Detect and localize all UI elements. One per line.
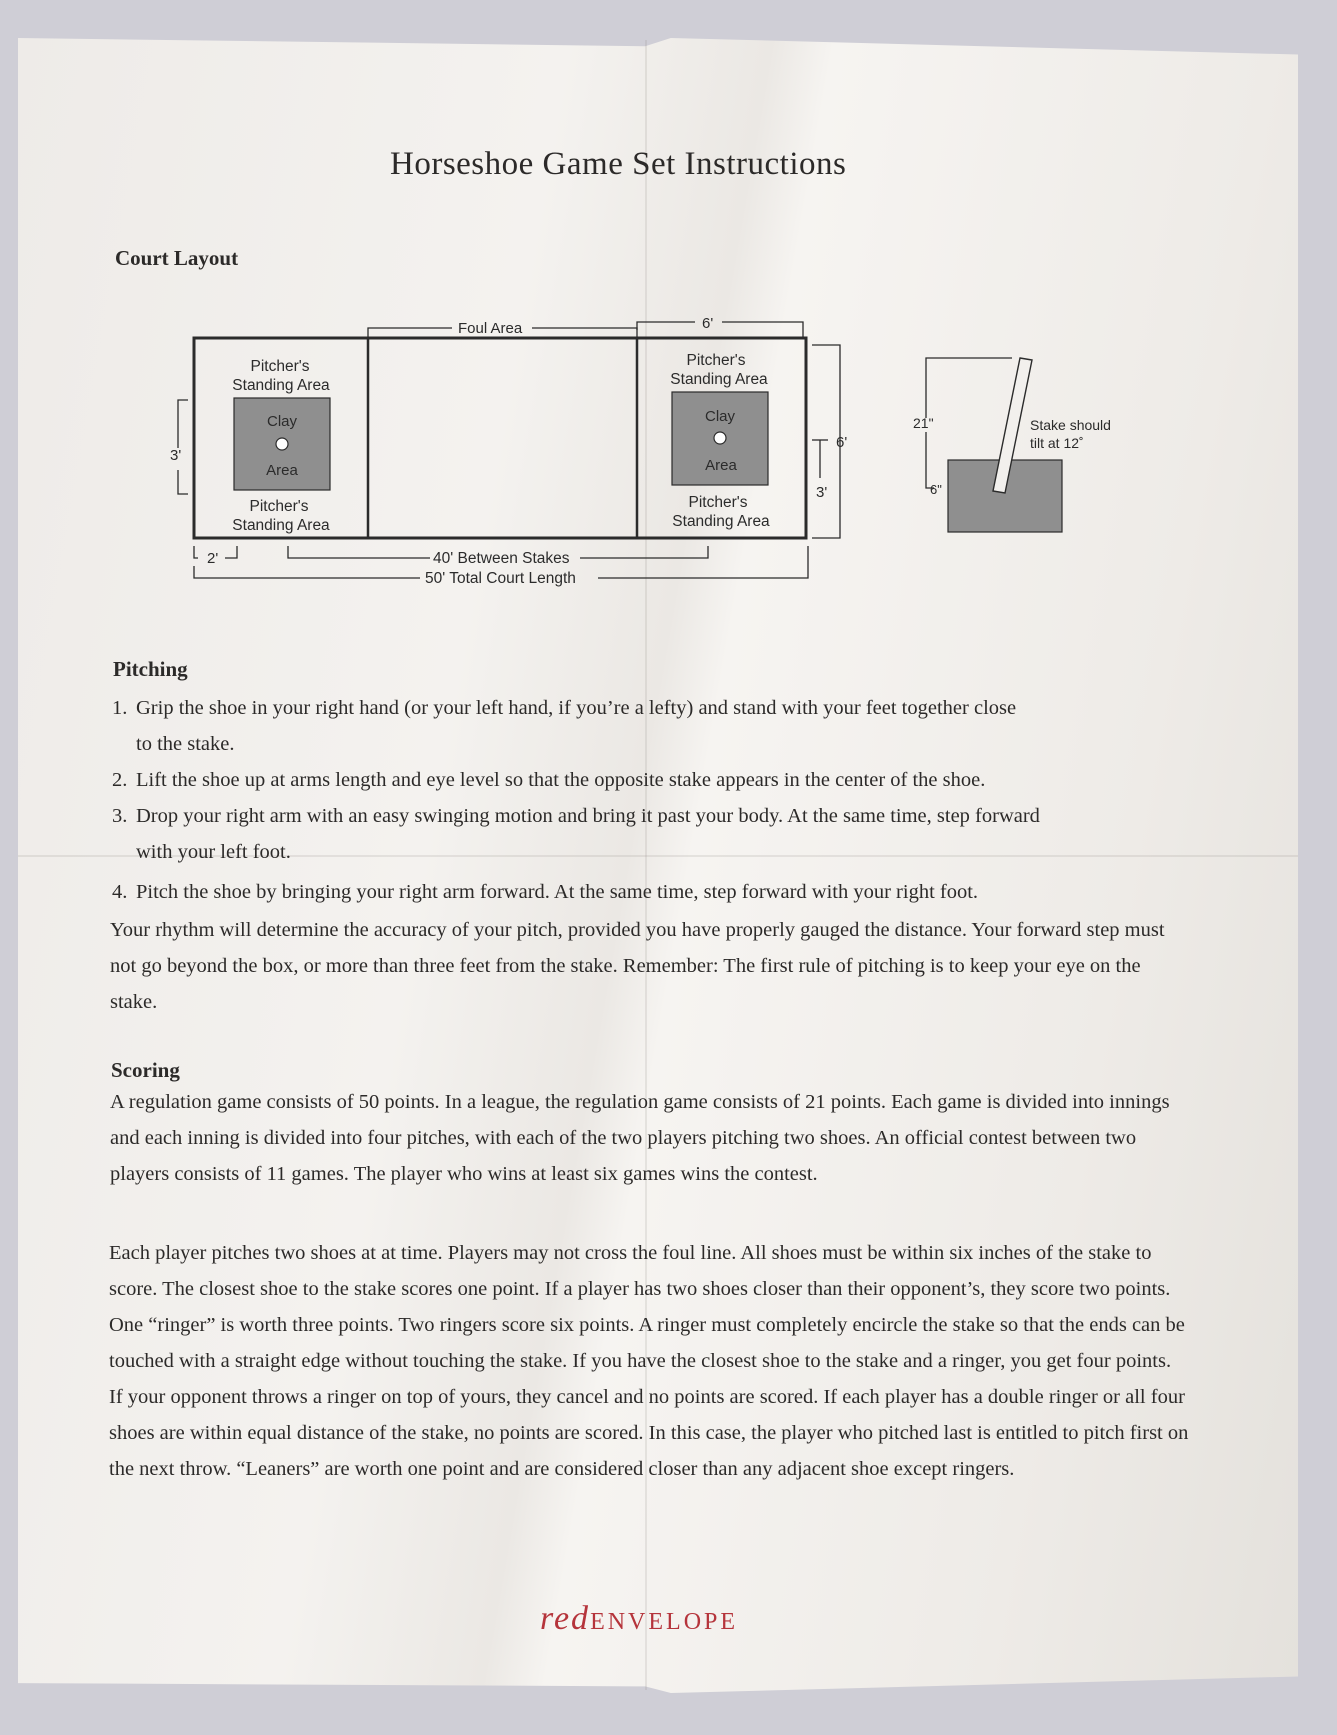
scoring-paragraph: A regulation game consists of 50 points. In a league, the regulation game consists of 21 points. Each game is divided into innings and each inning is divided into four pitches, with each of the two players pitching two shoes. An official contest between two players consists of 11 games. The player who wins at least six games wins the contest.	[110, 1091, 1170, 1185]
dimension-bracket	[598, 546, 808, 578]
svg-text:Standing Area: Standing Area	[232, 517, 330, 534]
dim-label: 3'	[170, 447, 182, 464]
dimension-bracket	[926, 432, 934, 488]
dim-label: 6"	[930, 482, 942, 497]
dimension-bracket	[194, 546, 198, 558]
stake-tilt-label: tilt at 12˚	[1030, 435, 1084, 451]
scoring-heading: Scoring	[111, 1058, 180, 1082]
total-length-label: 50' Total Court Length	[425, 570, 576, 587]
pitching-paragraph: Your rhythm will determine the accuracy of your pitch, provided you have properly gauged the distance. Your forward step must not go beyond the box, or more than three feet from the stake. Remember: The first rule of pitching is to keep your eye on the stake.	[110, 919, 1165, 1013]
width-bracket	[722, 322, 803, 338]
between-stakes-label: 40' Between Stakes	[433, 550, 570, 567]
dimension-bracket	[194, 566, 420, 578]
svg-text:Clay: Clay	[266, 413, 298, 430]
width-label: 6'	[702, 315, 714, 332]
width-bracket	[637, 322, 695, 330]
dimension-bracket	[225, 546, 237, 558]
svg-text:Pitcher's: Pitcher's	[688, 494, 748, 511]
dimension-bracket	[178, 400, 188, 448]
svg-text:Standing Area: Standing Area	[670, 371, 768, 388]
stake-marker	[276, 438, 288, 450]
stake-marker	[714, 432, 726, 444]
svg-text:Standing Area: Standing Area	[672, 513, 770, 530]
dim-label: 6'	[836, 434, 848, 451]
court-layout-heading: Court Layout	[115, 246, 239, 270]
list-item: 2. Lift the shoe up at arms length and eye level so that the opposite stake appears in the center of the shoe.	[112, 769, 986, 791]
dim-label: 3'	[816, 484, 828, 501]
svg-text:Area: Area	[705, 457, 737, 474]
stake-tilt-label: Stake should	[1030, 417, 1111, 433]
pitching-steps	[112, 690, 1192, 910]
foul-area-label: Foul Area	[458, 320, 523, 337]
dimension-bracket	[580, 546, 708, 558]
pitching-heading: Pitching	[113, 657, 188, 681]
list-item: 1. Grip the shoe in your right hand (or your left hand, if you’re a lefty) and stand with your feet together close to the stake.	[112, 697, 1017, 755]
dimension-bracket	[288, 546, 430, 558]
dimension-bracket	[178, 470, 188, 494]
document-title: Horseshoe Game Set Instructions	[390, 146, 847, 182]
dim-label: 2'	[207, 550, 219, 567]
dimension-bracket	[926, 358, 1012, 418]
svg-text:Standing Area: Standing Area	[232, 377, 330, 394]
list-item: 4. Pitch the shoe by bringing your right arm forward. At the same time, step forward with your right foot.	[112, 881, 979, 903]
svg-text:Pitcher's: Pitcher's	[686, 352, 746, 369]
court-layout-diagram	[0, 0, 1337, 600]
svg-text:Pitcher's: Pitcher's	[249, 498, 309, 515]
svg-text:Pitcher's: Pitcher's	[250, 358, 310, 375]
dim-label: 21"	[913, 415, 934, 431]
scoring-paragraph: Each player pitches two shoes at at time. Players may not cross the foul line. All shoes must be within six inches of the stake to score. The closest shoe to the stake scores one point. If a player has two shoes closer than their opponent’s, they score two points. One “ringer” is worth three points. Two ringers score six points. A ringer must completely encircle the stake so that the ends can be touched with a straight edge without touching the stake. If you have the closest shoe to the stake and a ringer, you get four points. If your opponent throws a ringer on top of yours, they cancel and no points are scored. If each player has a double ringer or all four shoes are within equal distance of the stake, no points are scored. In this case, the player who pitched last is entitled to pitch first on the next throw. “Leaners” are worth one point and are considered closer than any adjacent shoe except ringers.	[109, 1242, 1189, 1480]
brand-logo: redENVELOPE	[540, 1600, 739, 1637]
svg-text:Clay: Clay	[704, 408, 736, 425]
svg-text:Area: Area	[266, 462, 298, 479]
list-item: 3. Drop your right arm with an easy swinging motion and bring it past your body. At the same time, step forward with your left foot.	[112, 805, 1040, 863]
